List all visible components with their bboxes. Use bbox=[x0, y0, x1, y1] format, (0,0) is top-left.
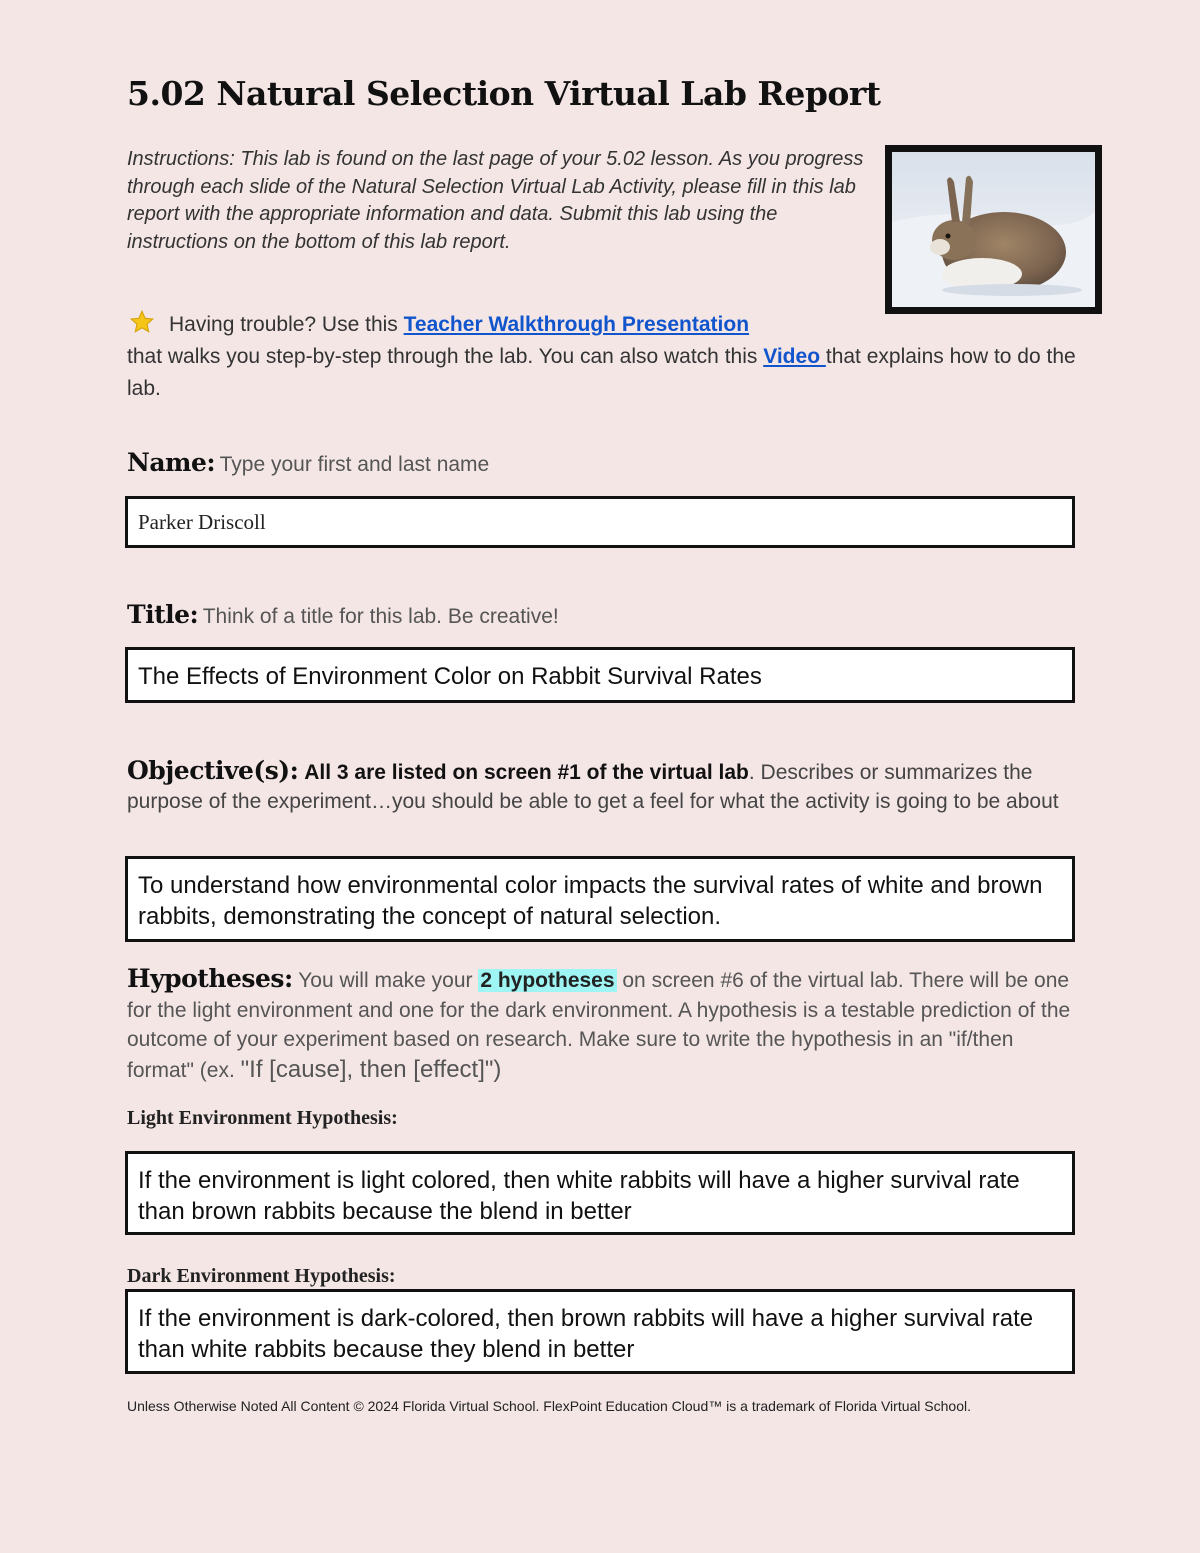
star-icon bbox=[127, 309, 157, 335]
hypotheses-label: Hypotheses: bbox=[127, 964, 293, 993]
document-title: 5.02 Natural Selection Virtual Lab Report bbox=[127, 74, 881, 113]
copyright-footer: Unless Otherwise Noted All Content © 2024 Florida Virtual School. FlexPoint Education Cloud™ is a trademark of Florida Virtual School. bbox=[127, 1398, 971, 1414]
objective-heading bbox=[127, 756, 1077, 816]
video-link[interactable]: Video bbox=[763, 345, 826, 368]
name-label: Name: bbox=[127, 448, 216, 477]
name-heading bbox=[127, 448, 489, 477]
hypotheses-hint-mid: on screen #6 of the virtual lab. There will be one for the light environment and one for the dark environment. A hypothesis is a testable prediction of the outcome of your experiment based on research. Make sure to write the hypothesis in an "if/then format" (ex. bbox=[127, 969, 1071, 1082]
help-prefix: Having trouble? Use this bbox=[169, 313, 404, 336]
teacher-walkthrough-link[interactable]: Teacher Walkthrough Presentation bbox=[403, 313, 750, 336]
title-field[interactable]: The Effects of Environment Color on Rabbit Survival Rates bbox=[125, 647, 1075, 703]
objective-hint: . Describes or summarizes the purpose of the experiment…you should be able to get a feel for what the activity is going to be about bbox=[127, 761, 1059, 813]
dark-hypothesis-label: Dark Environment Hypothesis: bbox=[127, 1265, 396, 1287]
hypotheses-heading bbox=[127, 964, 1077, 1085]
title-heading bbox=[127, 600, 559, 629]
help-suffix: that explains how to do the lab. bbox=[127, 345, 1076, 400]
name-field[interactable]: Parker Driscoll bbox=[125, 496, 1075, 548]
help-paragraph bbox=[127, 309, 1077, 405]
light-hypothesis-field[interactable]: If the environment is light colored, then white rabbits will have a higher survival rate than brown rabbits because the blend in better bbox=[125, 1151, 1075, 1235]
instructions-text: Instructions: This lab is found on the last page of your 5.02 lesson. As you progress through each slide of the Natural Selection Virtual Lab Activity, please fill in this lab report with the appropriate information and data. Submit this lab using the instructions on the bottom of this lab report. bbox=[127, 148, 864, 253]
objective-field[interactable]: To understand how environmental color impacts the survival rates of white and brown rabbits, demonstrating the concept of natural selection. bbox=[125, 856, 1075, 942]
light-hypothesis-label: Light Environment Hypothesis: bbox=[127, 1107, 398, 1129]
dark-hypothesis-field[interactable]: If the environment is dark-colored, then brown rabbits will have a higher survival rate than white rabbits because they blend in better bbox=[125, 1289, 1075, 1374]
title-label: Title: bbox=[127, 600, 199, 629]
name-hint: Type your first and last name bbox=[219, 453, 490, 476]
snowshoe-rabbit-photo bbox=[892, 152, 1095, 307]
objective-bold-hint: All 3 are listed on screen #1 of the virtual lab bbox=[304, 761, 749, 784]
help-middle: that walks you step-by-step through the lab. You can also watch this bbox=[127, 345, 764, 368]
objective-label: Objective(s): bbox=[127, 756, 299, 785]
hypotheses-hint-pre: You will make your bbox=[298, 969, 479, 992]
ifthen-example: "If [cause], then [effect]") bbox=[240, 1055, 502, 1083]
rabbit-photo-frame bbox=[885, 145, 1102, 314]
hypotheses-highlight: 2 hypotheses bbox=[480, 969, 615, 992]
title-hint: Think of a title for this lab. Be creative! bbox=[202, 605, 559, 628]
